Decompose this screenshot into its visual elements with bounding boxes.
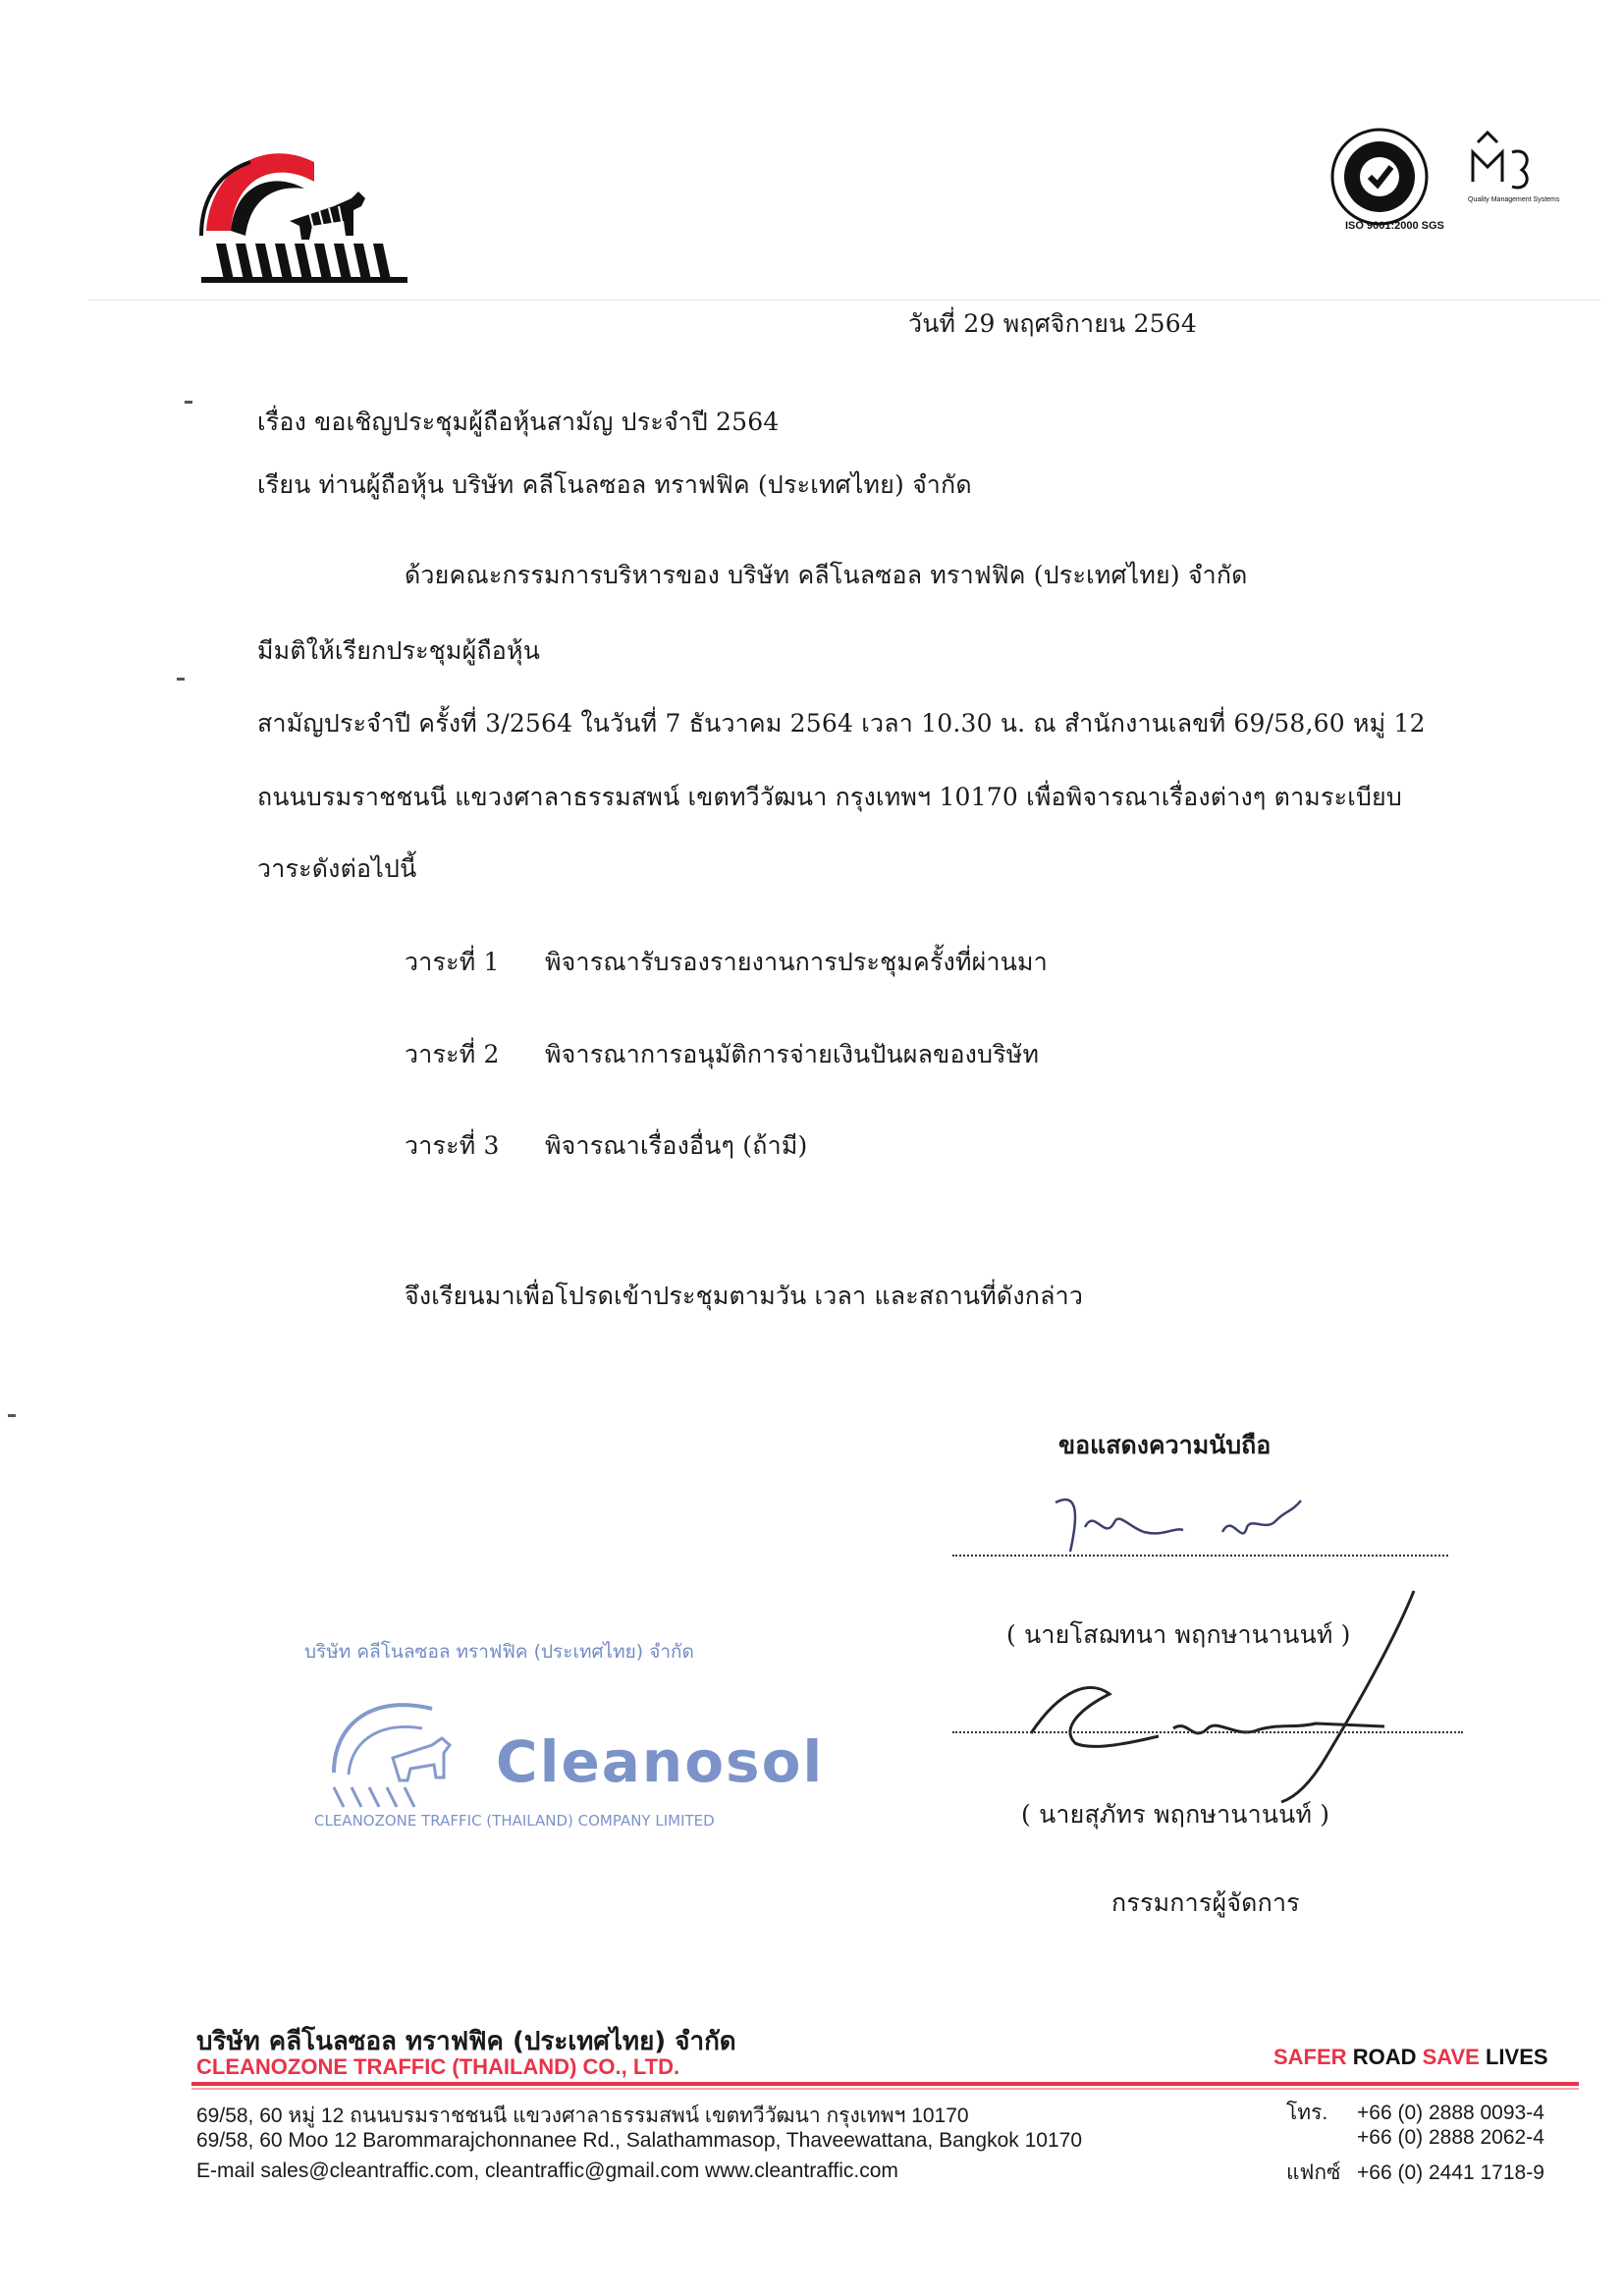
svg-text:ISO 9001:2000 SGS: ISO 9001:2000 SGS xyxy=(1345,220,1444,231)
company-logo xyxy=(196,137,412,285)
slogan-part: SAVE xyxy=(1422,2045,1486,2069)
header-separator xyxy=(88,300,1600,301)
agenda-number: วาระที่ 2 xyxy=(405,1040,500,1068)
footer-email-web: E-mail sales@cleantraffic.com, cleantraffic@gmail.com www.cleantraffic.com xyxy=(196,2159,898,2182)
signature-line xyxy=(952,1555,1448,1557)
body-paragraph: มีมติให้เรียกประชุมผู้ถือหุ้น xyxy=(257,636,540,665)
signer-name: ( นายสุภัทร พฤกษานานนท์ ) xyxy=(1021,1800,1330,1829)
letter-recipient: เรียน ท่านผู้ถือหุ้น บริษัท คลีโนลซอล ทราฟฟิค (ประเทศไทย) จำกัด xyxy=(257,470,972,499)
footer-fax xyxy=(1286,2157,1544,2189)
slogan-part: ROAD xyxy=(1352,2045,1423,2069)
footer-company-thai: บริษัท คลีโนลซอล ทราฟฟิค (ประเทศไทย) จำกัด xyxy=(196,2027,736,2056)
agenda-text: พิจารณาการอนุมัติการจ่ายเงินปันผลของบริษัท xyxy=(545,1040,1040,1068)
agenda-text: พิจารณาเรื่องอื่นๆ (ถ้ามี) xyxy=(545,1131,808,1160)
stamp-company-name: บริษัท คลีโนลซอล ทราฟฟิค (ประเทศไทย) จำกัด xyxy=(304,1641,694,1663)
agenda-number: วาระที่ 3 xyxy=(405,1131,500,1160)
scan-mark xyxy=(185,401,192,404)
footer-tel-2 xyxy=(1286,2126,1544,2150)
scan-mark xyxy=(177,678,185,681)
tel-number: +66 (0) 2888 0093-4 xyxy=(1357,2102,1544,2124)
body-paragraph: ถนนบรมราชชนนี แขวงศาลาธรรมสพน์ เขตทวีวัฒนา กรุงเทพฯ 10170 เพื่อพิจารณาเรื่องต่างๆ ตามระเบียบ xyxy=(257,783,1402,811)
letter-date: วันที่ 29 พฤศจิกายน 2564 xyxy=(908,309,1197,338)
body-paragraph: สามัญประจำปี ครั้งที่ 3/2564 ในวันที่ 7 ธันวาคม 2564 เวลา 10.30 น. ณ สำนักงานเลขที่ 69/58,60 หมู่ 12 xyxy=(257,709,1426,738)
body-paragraph: ด้วยคณะกรรมการบริหารของ บริษัท คลีโนลซอล ทราฟฟิค (ประเทศไทย) จำกัด xyxy=(405,561,1248,589)
footer-rule xyxy=(191,2082,1579,2086)
scan-mark xyxy=(8,1414,16,1417)
footer-tel-1 xyxy=(1286,2097,1544,2129)
fax-number: +66 (0) 2441 1718-9 xyxy=(1357,2161,1544,2184)
footer-company-english: CLEANOZONE TRAFFIC (THAILAND) CO., LTD. xyxy=(196,2054,680,2079)
slogan-part: SAFER xyxy=(1273,2045,1353,2069)
agenda-item xyxy=(405,943,1288,982)
body-paragraph: วาระดังต่อไปนี้ xyxy=(257,854,417,883)
signature-2 xyxy=(1001,1571,1453,1807)
closing-sentence: จึงเรียนมาเพื่อโปรดเข้าประชุมตามวัน เวลา และสถานที่ดังกล่าว xyxy=(405,1282,1084,1310)
agenda-text: พิจารณารับรองรายงานการประชุมครั้งที่ผ่านมา xyxy=(545,948,1048,976)
signer-name: ( นายโสฌทนา พฤกษานานนท์ ) xyxy=(1006,1620,1351,1649)
stamp-brand: Cleanosol xyxy=(496,1728,825,1795)
agenda-item xyxy=(405,1126,1288,1166)
slogan-part: LIVES xyxy=(1485,2045,1548,2069)
certification-badges xyxy=(1326,123,1571,231)
tel-number: +66 (0) 2888 2062-4 xyxy=(1357,2126,1544,2149)
tel-label: โทร. xyxy=(1286,2102,1328,2124)
agenda-number: วาระที่ 1 xyxy=(405,948,500,976)
letter-subject: เรื่อง ขอเชิญประชุมผู้ถือหุ้นสามัญ ประจำปี 2564 xyxy=(257,408,780,436)
agenda-item xyxy=(405,1035,1288,1074)
footer-address-english: 69/58, 60 Moo 12 Barommarajchonnanee Rd., Salathammasop, Thaveewattana, Bangkok 10170 xyxy=(196,2129,1083,2152)
svg-text:Quality Management Systems: Quality Management Systems xyxy=(1468,196,1560,203)
stamp-logo xyxy=(314,1684,511,1812)
fax-label: แฟกซ์ xyxy=(1286,2161,1341,2184)
footer-rule-shadow xyxy=(191,2088,1579,2090)
signature-1 xyxy=(1036,1473,1330,1561)
footer-address-thai: 69/58, 60 หมู่ 12 ถนนบรมราชชนนี แขวงศาลาธรรมสพน์ เขตทวีวัฒนา กรุงเทพฯ 10170 xyxy=(196,2105,969,2127)
respect-line: ขอแสดงความนับถือ xyxy=(1058,1431,1272,1459)
signature-line xyxy=(952,1731,1463,1733)
signer-position: กรรมการผู้จัดการ xyxy=(1111,1888,1300,1917)
company-stamp xyxy=(295,1625,825,1851)
stamp-english-name: CLEANOZONE TRAFFIC (THAILAND) COMPANY LIMITED xyxy=(314,1812,715,1830)
footer-slogan xyxy=(1273,2045,1548,2070)
